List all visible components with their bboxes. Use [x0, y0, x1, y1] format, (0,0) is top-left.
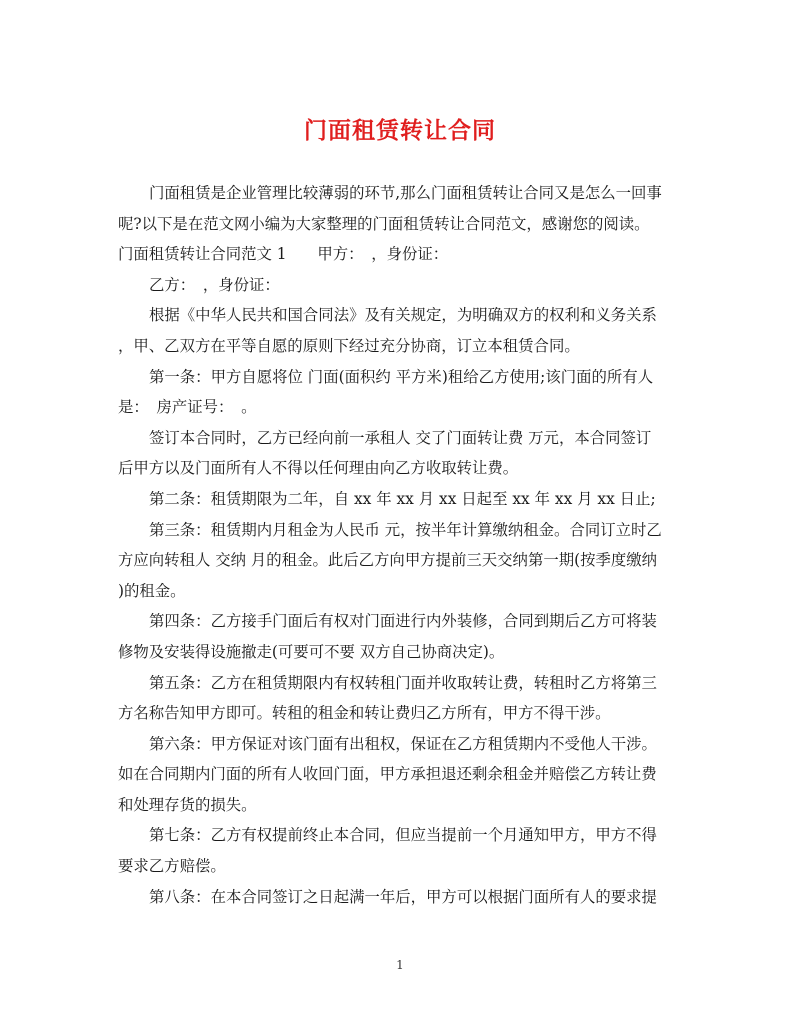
text-line: 签订本合同时，乙方已经向前一承租人 交了门面转让费 万元，本合同签订 [149, 428, 652, 447]
text-line: 门面租赁转让合同范文 1 甲方： ，身份证： [118, 245, 449, 264]
document-body [118, 178, 684, 912]
text-line: 门面租赁是企业管理比较薄弱的环节,那么门面租赁转让合同又是怎么一回事 [149, 184, 662, 202]
text-line: 呢?以下是在范文网小编为大家整理的门面租赁转让合同范文，感谢您的阅读。 [118, 214, 650, 233]
text-line: 是： 房产证号： 。 [118, 398, 257, 417]
text-line: 根据《中华人民共和国合同法》及有关规定，为明确双方的权利和义务关系 [149, 306, 657, 325]
page-number: 1 [396, 958, 404, 972]
text-line: 乙方： ，身份证： [149, 275, 280, 294]
text-line: )的租金。 [118, 581, 186, 600]
text-line: 第八条：在本合同签订之日起满一年后，甲方可以根据门面所有人的要求提 [149, 887, 657, 906]
text-line: 和处理存货的损失。 [118, 795, 257, 814]
text-line: 第五条：乙方在租赁期限内有权转租门面并收取转让费，转租时乙方将第三 [149, 673, 657, 692]
text-line: 后甲方以及门面所有人不得以任何理由向乙方收取转让费。 [118, 459, 519, 478]
text-line: 第二条：租赁期限为二年，自 xx 年 xx 月 xx 日起至 xx 年 xx 月 xx 日止; [149, 489, 656, 508]
text-line: 第一条：甲方自愿将位 门面(面积约 平方米)租给乙方使用;该门面的所有人 [149, 367, 654, 386]
text-line: 第三条：租赁期内月租金为人民币 元，按半年计算缴纳租金。合同订立时乙 [149, 520, 662, 539]
text-line: 方名称告知甲方即可。转租的租金和转让费归乙方所有，甲方不得干涉。 [118, 704, 611, 723]
text-line: 第六条：甲方保证对该门面有出租权，保证在乙方租赁期内不受他人干涉。 [149, 734, 657, 753]
text-line: 第四条：乙方接手门面后有权对门面进行内外装修，合同到期后乙方可将装 [149, 612, 657, 631]
text-line: 修物及安装得设施撤走(可要可不要 双方自己协商决定)。 [118, 642, 505, 661]
document-title: 门面租赁转让合同 [304, 117, 496, 144]
text-line: ，甲、乙双方在平等自愿的原则下经过充分协商，订立本租赁合同。 [118, 336, 580, 355]
text-line: 方应向转租人 交纳 月的租金。此后乙方向甲方提前三天交纳第一期(按季度缴纳 [118, 551, 658, 570]
text-line: 第七条：乙方有权提前终止本合同，但应当提前一个月通知甲方，甲方不得 [149, 826, 657, 845]
text-line: 如在合同期内门面的所有人收回门面，甲方承担退还剩余租金并赔偿乙方转让费 [118, 765, 657, 784]
text-line: 要求乙方赔偿。 [118, 857, 226, 876]
